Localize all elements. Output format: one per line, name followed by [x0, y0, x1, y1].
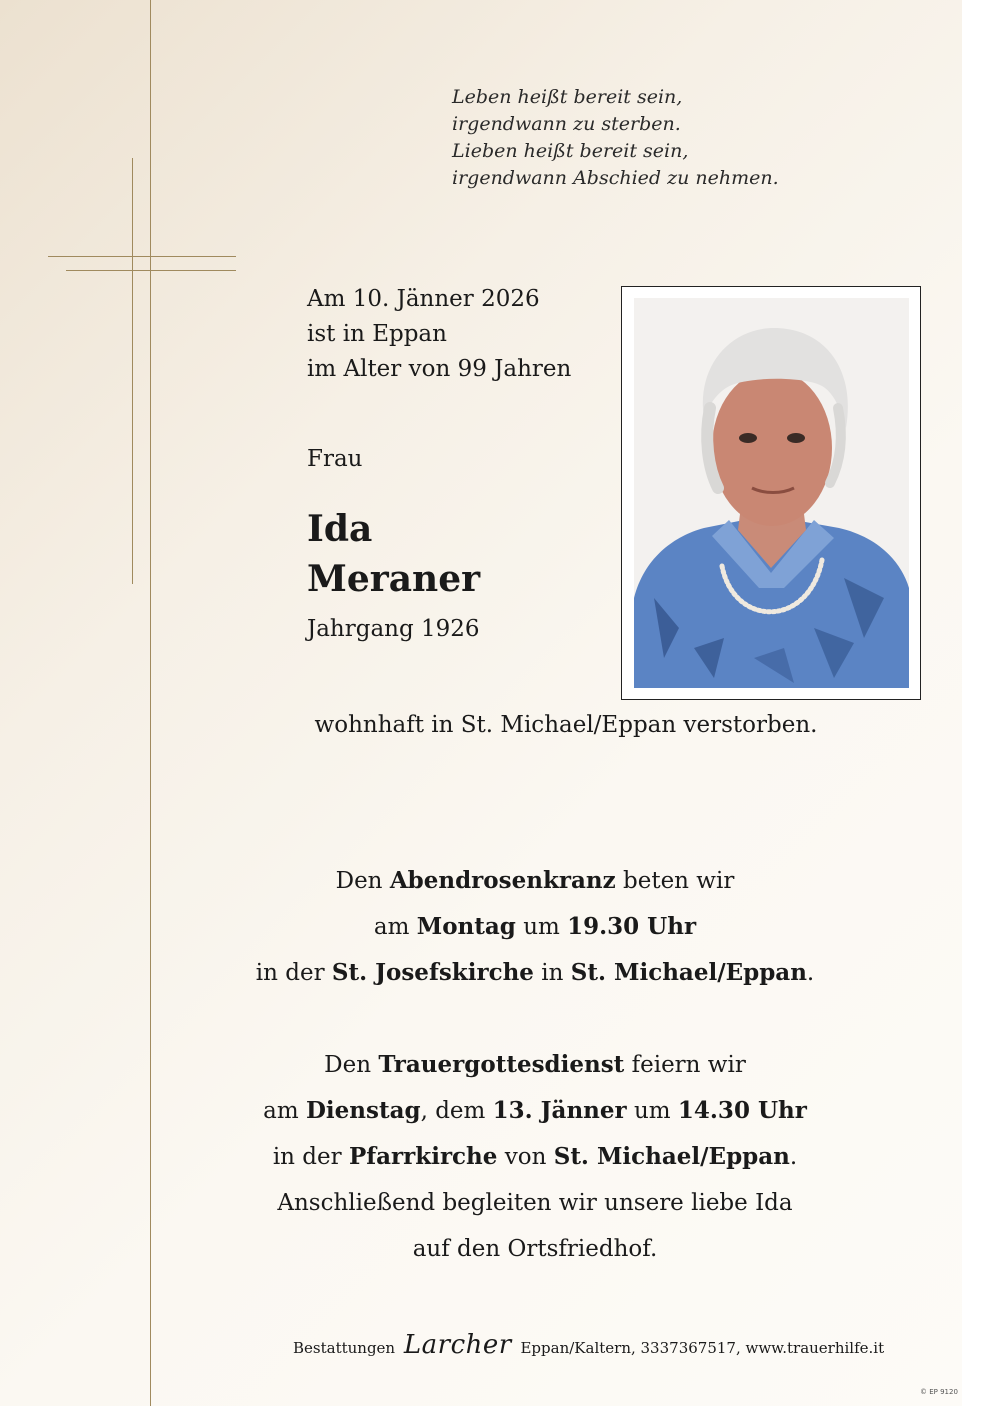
intro-line: im Alter von 99 Jahren	[307, 356, 572, 382]
intro-line: ist in Eppan	[307, 321, 447, 347]
text: .	[806, 960, 815, 986]
church: St. Josefskirche	[331, 959, 534, 986]
funeral-line-5: auf den Ortsfriedhof.	[412, 1236, 658, 1262]
last-name: Meraner	[307, 558, 481, 600]
funeral-home-logo: Larcher	[403, 1330, 512, 1360]
text: beten wir	[615, 868, 735, 894]
time: 19.30 Uhr	[567, 913, 697, 940]
funeral-announcement	[150, 1042, 920, 1272]
text: in	[533, 960, 571, 986]
footer-prefix: Bestattungen	[293, 1339, 396, 1357]
salutation: Frau	[307, 446, 363, 472]
rosary-line-2	[150, 904, 920, 950]
text: um	[626, 1098, 678, 1124]
quote-line: Leben heißt bereit sein,	[452, 86, 683, 108]
text: von	[497, 1144, 554, 1170]
text: feiern wir	[624, 1052, 746, 1078]
residence-line: wohnhaft in St. Michael/Eppan verstorben.	[314, 712, 818, 738]
deceased-name	[307, 504, 480, 604]
portrait-photo	[634, 298, 909, 688]
portrait-frame	[621, 286, 921, 700]
intro-line: Am 10. Jänner 2026	[307, 286, 540, 312]
time: 14.30 Uhr	[677, 1097, 807, 1124]
first-name: Ida	[307, 508, 373, 550]
event-name: Abendrosenkranz	[389, 867, 616, 894]
text: Den	[324, 1052, 379, 1078]
weekday: Montag	[416, 913, 516, 940]
quote-line: irgendwann zu sterben.	[452, 113, 681, 135]
event-name: Trauergottesdienst	[378, 1051, 625, 1078]
memorial-quote	[452, 84, 812, 192]
text: in der	[272, 1144, 349, 1170]
quote-line: Lieben heißt bereit sein,	[452, 140, 689, 162]
footer-contact: Eppan/Kaltern, 3337367517, www.trauerhilfe.it	[520, 1339, 885, 1357]
rosary-announcement	[150, 858, 920, 996]
rosary-line-1	[150, 858, 920, 904]
page-margin	[962, 0, 982, 1406]
text: um	[515, 914, 568, 940]
text: , dem	[420, 1098, 493, 1124]
text: am	[263, 1098, 306, 1124]
text: am	[373, 914, 417, 940]
funeral-line-4: Anschließend begleiten wir unsere liebe Ida	[277, 1190, 793, 1216]
cross-vertical-line	[132, 158, 133, 584]
quote-line: irgendwann Abschied zu nehmen.	[452, 167, 779, 189]
rosary-line-3	[150, 950, 920, 996]
cross-horizontal-line	[48, 256, 236, 257]
weekday: Dienstag	[305, 1097, 421, 1124]
birth-year: Jahrgang 1926	[307, 616, 480, 642]
text: .	[789, 1144, 798, 1170]
death-announcement	[307, 282, 627, 387]
text: in der	[255, 960, 332, 986]
text: Den	[335, 868, 390, 894]
church: Pfarrkirche	[348, 1143, 498, 1170]
funeral-home-footer	[293, 1330, 933, 1360]
place: St. Michael/Eppan	[553, 1143, 790, 1170]
date: 13. Jänner	[492, 1097, 627, 1124]
cross-horizontal-line-2	[66, 270, 236, 271]
funeral-line-1	[150, 1042, 920, 1088]
funeral-line-3	[150, 1134, 920, 1180]
print-code: © EP 9120	[920, 1388, 958, 1396]
funeral-line-2	[150, 1088, 920, 1134]
place: St. Michael/Eppan	[570, 959, 807, 986]
